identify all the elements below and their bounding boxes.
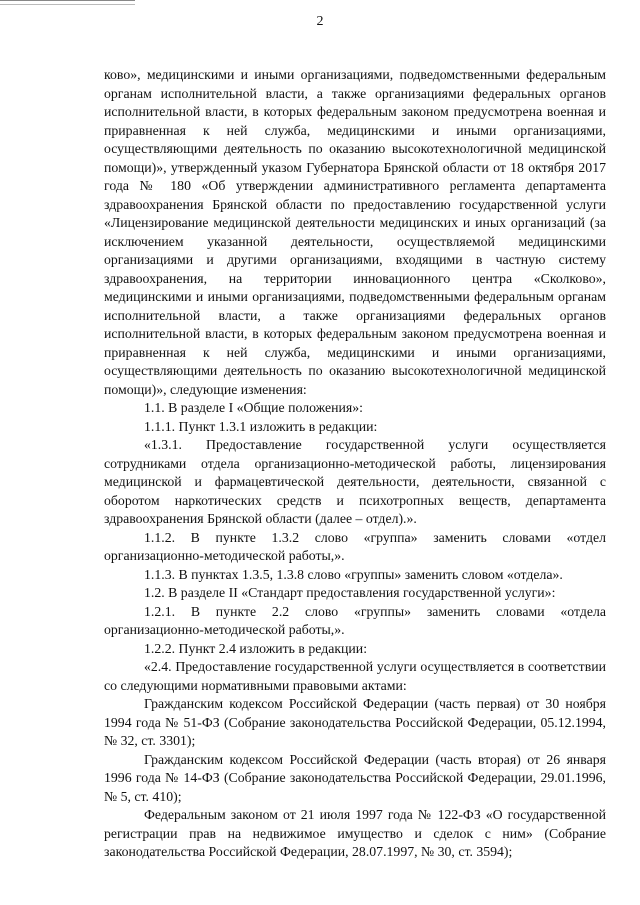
document-body xyxy=(104,66,606,862)
paragraph-1-2: 1.2. В разделе II «Стандарт предоставления государственной услуги»: xyxy=(144,585,556,600)
paragraph-1-2-1: 1.2.1. В пункте 2.2 слово «группы» заменить словами «отдела организационно-методической работы,». xyxy=(104,603,606,637)
legal-act-civil-code-part-1: Гражданским кодексом Российской Федерации (часть первая) от 30 ноября 1994 года № 51-ФЗ (Собрание законодательства Российской Федерации, 05.12.1994, № 32, ст. 3301); xyxy=(104,696,606,748)
paragraph-1-1-3: 1.1.3. В пунктах 1.3.5, 1.3.8 слово «группы» заменить словом «отдела». xyxy=(144,566,563,582)
paragraph-1-1-1: 1.1.1. Пункт 1.3.1 изложить в редакции: xyxy=(144,418,378,434)
paragraph-continuation: ково», медицинскими и иными организациями, подведомственными федеральным органам исполнительной власти, а также организациями федеральных органов исполнительной власти, в которых федеральным законом предусмотрена военная и приравненная к ней служба, медицинскими и иными организациями, осуществляющими деятельность по оказанию высокотехнологичной медицинской помощи)», утвержденный указом Губернатора Брянской области от 18 октября 2017 года № 180 «Об утверждении административного регламента департамента здравоохранения Брянской области по предоставлению государственной услуги «Лицензирование медицинской деятельности медицинских и иных организаций (за исключением указанной деятельности, осуществляемой медицинскими организациями и другими организациями, входящими в частную систему здравоохранения, на территории инновационного центра «Сколково», медицинскими и иными организациями, подведомственными федеральным органам исполнительной власти, а также организациями федеральных органов исполнительной власти, в которых федеральным законом предусмотрена военная и приравненная к ней служба, медицинскими и иными организациями, осуществляющими деятельность по оказанию высокотехнологичной медицинской помощи)», следующие изменения: xyxy=(104,67,606,397)
paragraph-2-4-text: «2.4. Предоставление государственной услуги осуществляется в соответствии со следующими нормативными правовыми актами: xyxy=(104,659,606,693)
paragraph-1-2-2: 1.2.2. Пункт 2.4 изложить в редакции: xyxy=(144,640,368,656)
scan-edge-mark xyxy=(0,0,135,5)
paragraph-1-1-2: 1.1.2. В пункте 1.3.2 слово «группа» заменить словами «отдел организационно-методической работы,». xyxy=(104,529,606,563)
page-number: 2 xyxy=(316,14,324,29)
paragraph-1-3-1-text: «1.3.1. Предоставление государственной услуги осуществляется сотрудниками отдела организационно-методической работы, лицензирования медицинской и фармацевтической деятельности, деятельности, связанной с оборотом наркотических средств и психотропных веществ, департамента здравоохранения Брянской области (далее – отдел).». xyxy=(104,437,606,526)
paragraph-1-1: 1.1. В разделе I «Общие положения»: xyxy=(144,400,363,415)
legal-act-federal-law-122: Федеральным законом от 21 июля 1997 года № 122-ФЗ «О государственной регистрации прав на недвижимое имущество и сделок с ним» (Собрание законодательства Российской Федерации, 28.07.1997, № 30, ст. 3594); xyxy=(104,807,606,859)
legal-act-civil-code-part-2: Гражданским кодексом Российской Федерации (часть вторая) от 26 января 1996 года № 14-ФЗ (Собрание законодательства Российской Федерации, 29.01.1996, № 5, ст. 410); xyxy=(104,751,606,804)
